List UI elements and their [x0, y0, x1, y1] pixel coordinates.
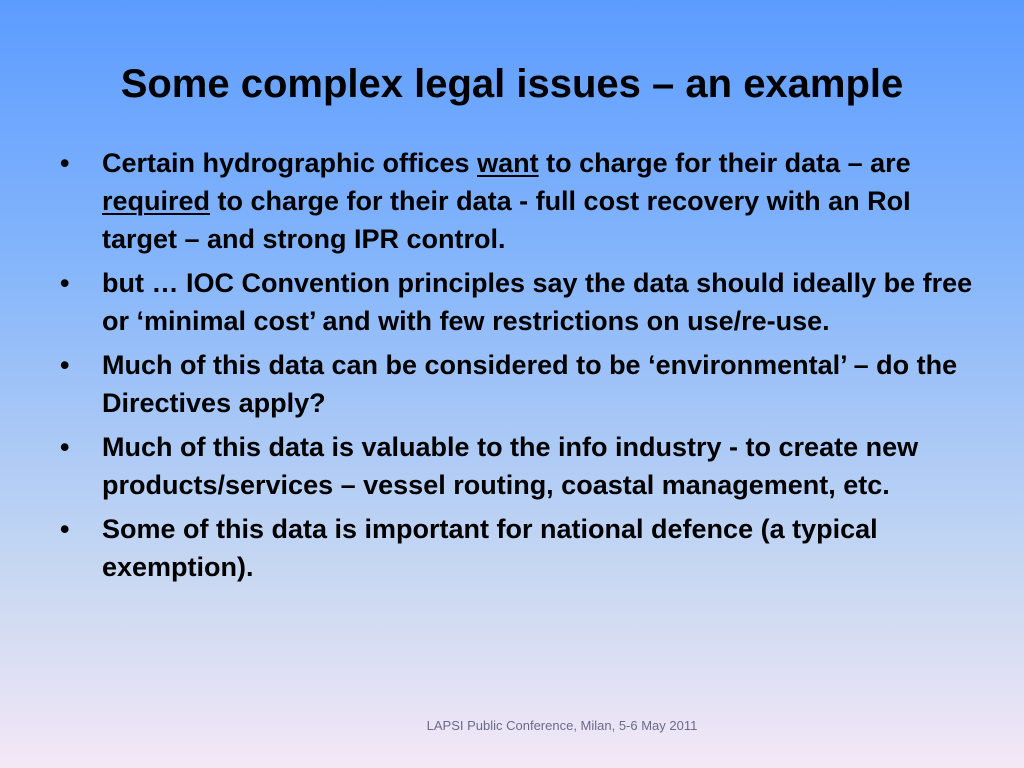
bullet-text-part: Certain hydrographic offices	[102, 148, 478, 178]
bullet-list	[58, 144, 978, 592]
bullet-marker: •	[60, 514, 70, 544]
bullet-text: Some of this data is important for national defence (a typical exemption).	[102, 514, 878, 582]
bullet-marker: •	[60, 350, 70, 380]
bullet-item-5	[58, 510, 978, 586]
bullet-item-1	[58, 144, 978, 258]
bullet-item-3	[58, 346, 978, 422]
underlined-word-required: required	[102, 186, 211, 216]
bullet-text-part: to charge for their data – are	[538, 148, 911, 178]
bullet-text: Much of this data is valuable to the info industry - to create new products/services – vessel routing, coastal management, etc.	[102, 432, 919, 500]
bullet-marker: •	[60, 268, 70, 298]
bullet-text: Much of this data can be considered to be ‘environmental’ – do the Directives apply?	[102, 350, 958, 418]
bullet-item-4	[58, 428, 978, 504]
bullet-text: but … IOC Convention principles say the data should ideally be free or ‘minimal cost’ and with few restrictions on use/re-use.	[102, 268, 973, 336]
slide-footer: LAPSI Public Conference, Milan, 5-6 May 2011	[426, 718, 698, 733]
bullet-item-2	[58, 264, 978, 340]
slide-title: Some complex legal issues – an example	[120, 62, 904, 106]
bullet-marker: •	[60, 432, 70, 462]
bullet-text-part: to charge for their data - full cost recovery with an RoI target – and strong IPR control.	[102, 186, 911, 254]
bullet-marker: •	[60, 148, 70, 178]
underlined-word-want: want	[477, 148, 539, 178]
